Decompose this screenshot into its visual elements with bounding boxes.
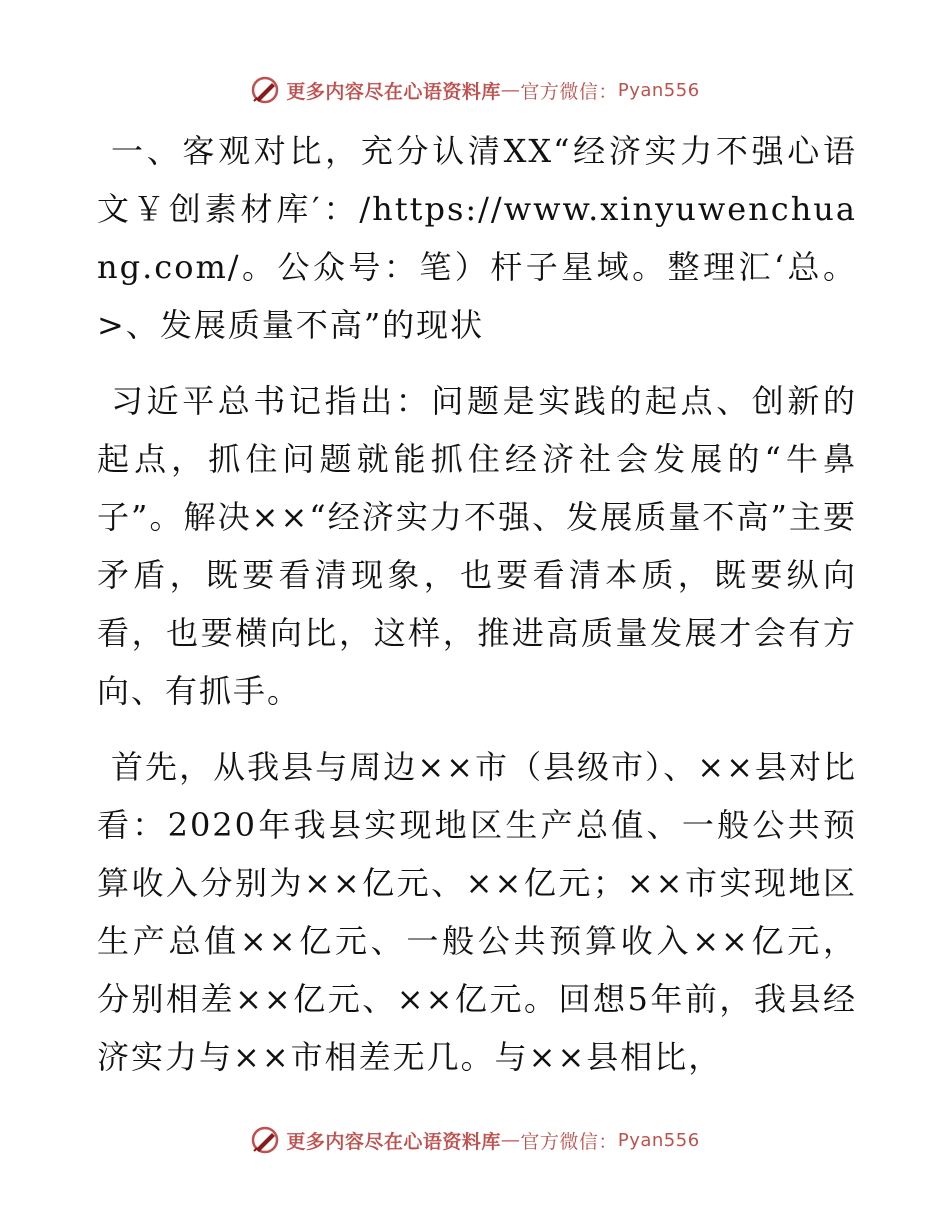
pen-logo-icon: [250, 1125, 280, 1155]
footer-label: 官方微信：: [520, 1130, 618, 1153]
footer-watermark: [0, 1120, 950, 1160]
paragraph-comparison: 首先，从我县与周边××市（县级市）、××县对比看：2020年我县实现地区生产总值、一般公共预算收入分别为××亿元、××亿元；××市实现地区生产总值××亿元、一般公共预算收入××亿元，分别相差××亿元、××亿元。回想5年前，我县经济实力与××市相差无几。与××县相比，: [97, 748, 857, 1076]
footer-wechat-id: Pyan556: [617, 1129, 700, 1151]
paragraph-heading: 一、客观对比，充分认清XX“经济实力不强心语文￥创素材库′：/https://www.xinyuwenchuang.com/。公众号：笔）杆子星域。整理汇‘总。>、发展质量不高”的现状: [97, 132, 857, 344]
pen-logo-icon: [250, 75, 280, 105]
header-dash: —: [500, 79, 521, 101]
header-wechat-id: Pyan556: [617, 79, 700, 101]
footer-dash: —: [500, 1129, 521, 1151]
header-watermark: [0, 70, 950, 110]
header-brand: 更多内容尽在心语资料库: [286, 80, 501, 103]
header-label: 官方微信：: [520, 80, 618, 103]
footer-brand: 更多内容尽在心语资料库: [286, 1130, 501, 1153]
document-body: [97, 122, 857, 1104]
paragraph-quote: 习近平总书记指出：问题是实践的起点、创新的起点，抓住问题就能抓住经济社会发展的“牛鼻子”。解决××“经济实力不强、发展质量不高”主要矛盾，既要看清现象，也要看清本质，既要纵向看，也要横向比，这样，推进高质量发展才会有方向、有抓手。: [97, 382, 857, 710]
